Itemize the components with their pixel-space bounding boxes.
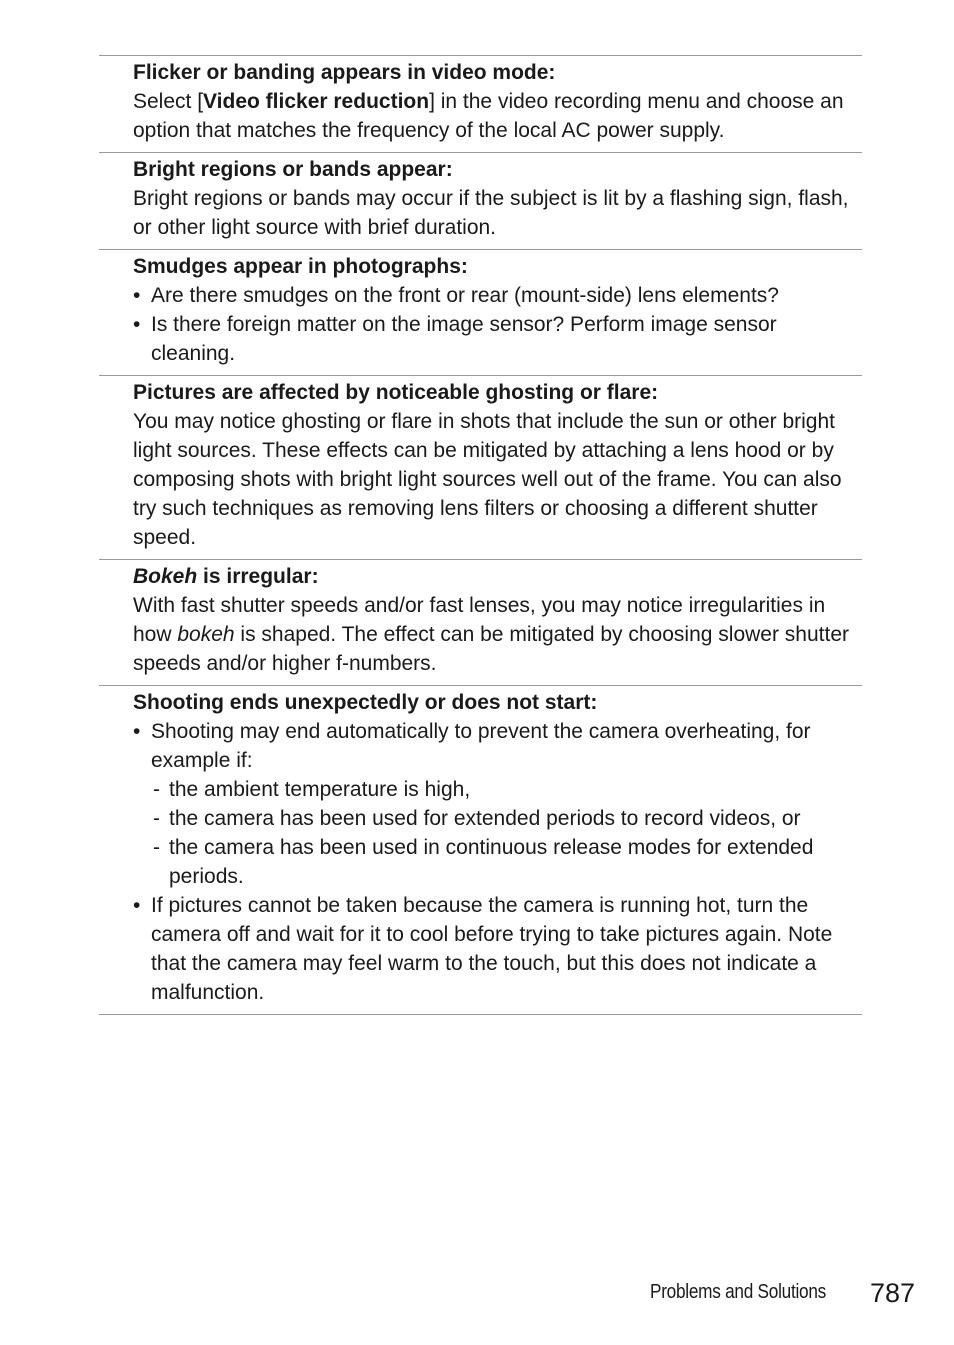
- entry-body: You may notice ghosting or flare in shots that include the sun or other bright light sources. These effects can be mitigated by attaching a lens hood or by composing shots with bright light sources well out of the frame. You can also try such techniques as removing lens filters or choosing a different shutter speed.: [133, 410, 842, 549]
- entry-heading: Smudges appear in photographs:: [133, 255, 468, 278]
- entry-flicker: [99, 55, 862, 152]
- heading-text: is irregular:: [197, 565, 319, 588]
- entry-body: Bright regions or bands may occur if the subject is lit by a flashing sign, flash, or other light source with brief duration.: [133, 187, 849, 239]
- dash-list: [151, 775, 862, 891]
- entry-heading: Bright regions or bands appear:: [133, 158, 453, 181]
- entry-bright-regions: [99, 152, 862, 249]
- list-item: • Are there smudges on the front or rear (mount-side) lens elements?: [133, 281, 862, 310]
- entry-heading: Shooting ends unexpectedly or does not start:: [133, 691, 598, 714]
- body-text: ] in the video recording menu and choose an option that matches the frequency of the local AC power supply.: [133, 90, 844, 142]
- entry-heading: [133, 562, 862, 591]
- bullet-list: [133, 281, 862, 368]
- body-text: is shaped. The effect can be mitigated by choosing slower shutter speeds and/or higher f-numbers.: [133, 623, 849, 675]
- body-italic: bokeh: [177, 623, 235, 646]
- list-item: • If pictures cannot be taken because the camera is running hot, turn the camera off and wait for it to cool before trying to take pictures again. Note that the camera may feel warm to the touch, but this does not indicate a malfunction.: [133, 891, 862, 1007]
- troubleshooting-list: [99, 55, 862, 1015]
- list-item-text: Shooting may end automatically to prevent the camera overheating, for example if:: [151, 720, 811, 772]
- body-text: With fast shutter speeds and/or fast lenses, you may notice irregularities in how: [133, 594, 826, 646]
- entry-ghosting: [99, 375, 862, 559]
- entry-shooting-ends: [99, 685, 862, 1015]
- sub-list-item: - the camera has been used for extended periods to record videos, or: [151, 804, 862, 833]
- entry-heading: Pictures are affected by noticeable ghosting or flare:: [133, 381, 659, 404]
- entry-body: [133, 591, 862, 678]
- bullet-list: [133, 717, 862, 1007]
- heading-italic: Bokeh: [133, 565, 198, 588]
- footer-section-title: Problems and Solutions: [650, 1281, 826, 1303]
- sub-list-item: - the ambient temperature is high,: [151, 775, 862, 804]
- entry-heading: Flicker or banding appears in video mode:: [133, 61, 556, 84]
- entry-smudges: [99, 249, 862, 375]
- list-item: • Is there foreign matter on the image sensor? Perform image sensor cleaning.: [133, 310, 862, 368]
- sub-list-item: - the camera has been used in continuous release modes for extended periods.: [151, 833, 862, 891]
- entry-bokeh: [99, 559, 862, 685]
- page-number: 787: [870, 1278, 916, 1308]
- menu-item-name: Video flicker reduction: [203, 90, 430, 113]
- entry-body: [133, 87, 862, 145]
- list-item: [133, 717, 862, 891]
- body-text: Select [: [133, 90, 204, 113]
